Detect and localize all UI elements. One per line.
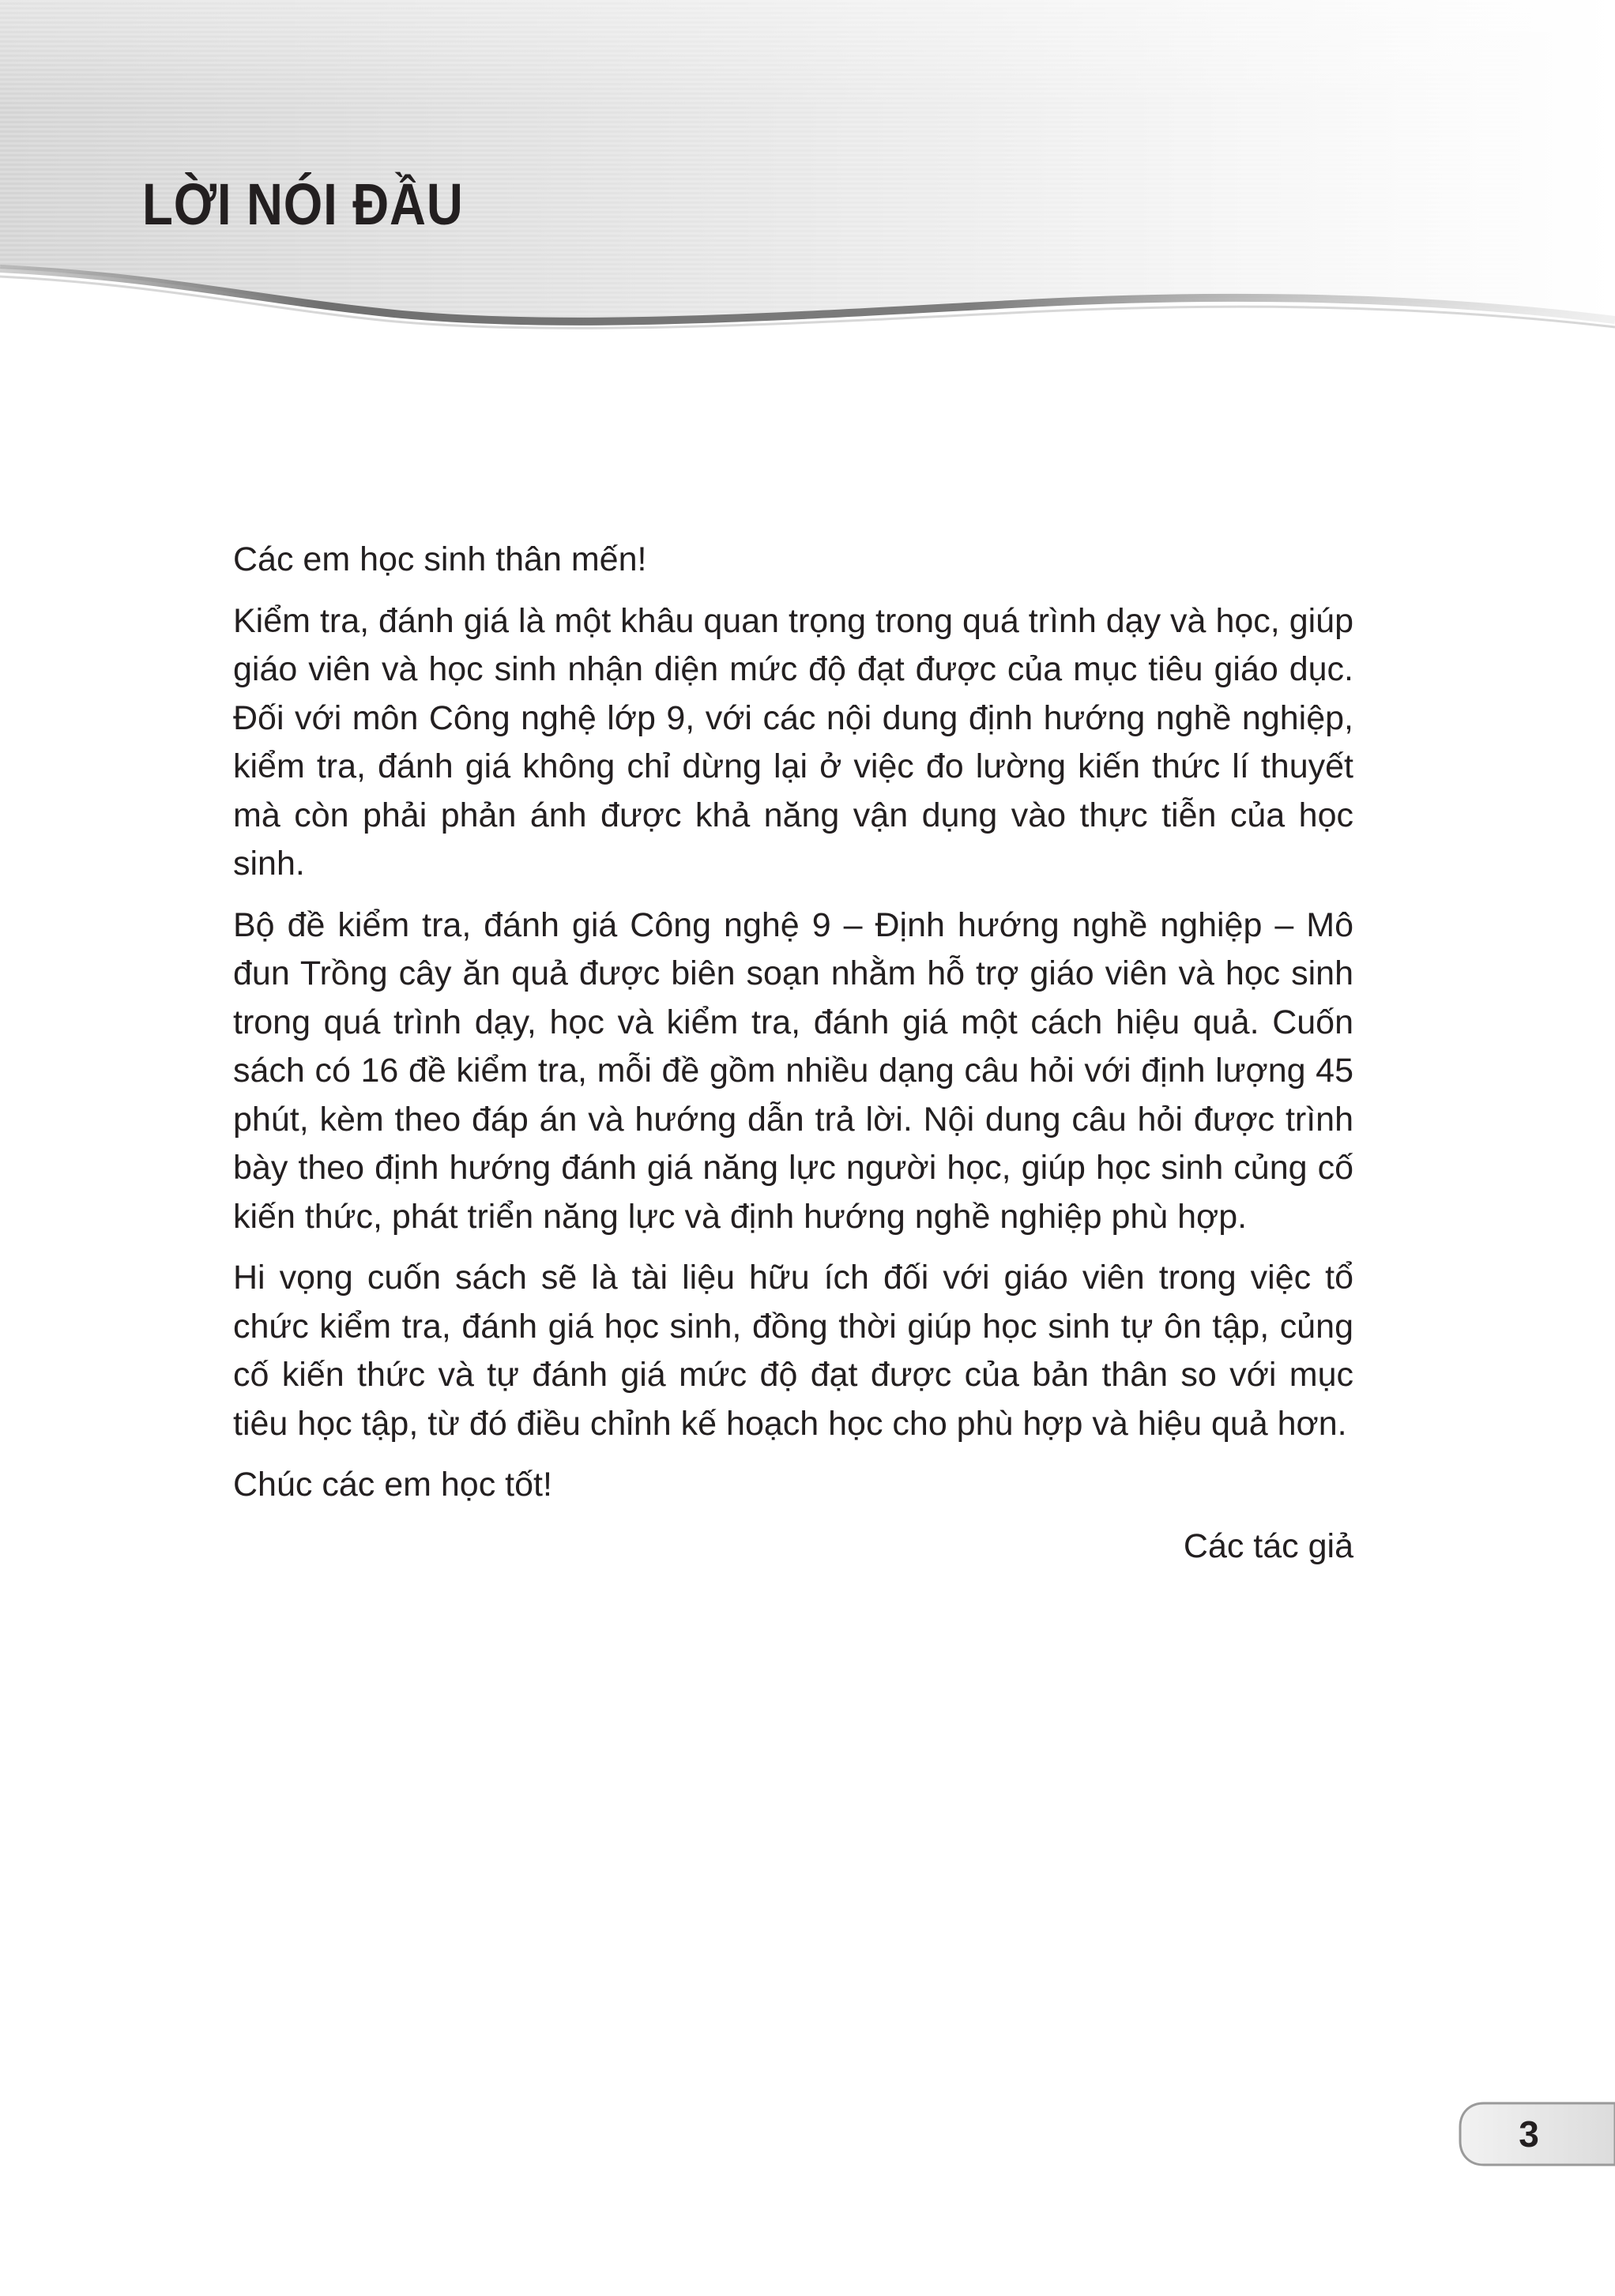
closing-line: Chúc các em học tốt! xyxy=(233,1466,552,1504)
signature-line: Các tác giả xyxy=(1183,1526,1353,1565)
header-wave-banner xyxy=(0,0,1615,332)
paragraph-3: Hi vọng cuốn sách sẽ là tài liệu hữu ích đối với giáo viên trong việc tổ chức kiểm tra, đánh giá học sinh, đồng thời giúp học sinh tự ôn tập, củng cố kiến thức và tự đánh giá mức độ đạt được của bản thân so với mục tiêu học tập, từ đó điều chỉnh kế hoạch học cho phù hợp và hiệu quả hơn. xyxy=(233,1259,1353,1443)
preface-body xyxy=(233,536,1353,1583)
paragraph-2: Bộ đề kiểm tra, đánh giá Công nghệ 9 – Định hướng nghề nghiệp – Mô đun Trồng cây ăn quả được biên soạn nhằm hỗ trợ giáo viên và học sinh trong quá trình dạy, học và kiểm tra, đánh giá một cách hiệu quả. Cuốn sách có 16 đề kiểm tra, mỗi đề gồm nhiều dạng câu hỏi với định lượng 45 phút, kèm theo đáp án và hướng dẫn trả lời. Nội dung câu hỏi được trình bày theo định hướng đánh giá năng lực người học, giúp học sinh củng cố kiến thức, phát triển năng lực và định hướng nghề nghiệp phù hợp. xyxy=(233,905,1353,1236)
page-number: 3 xyxy=(1519,2113,1539,2155)
greeting-line: Các em học sinh thân mến! xyxy=(233,540,647,578)
paragraph-1: Kiểm tra, đánh giá là một khâu quan trọng trong quá trình dạy và học, giúp giáo viên và học sinh nhận diện mức độ đạt được của mục tiêu giáo dục. Đối với môn Công nghệ lớp 9, với các nội dung định hướng nghề nghiệp, kiểm tra, đánh giá không chỉ dừng lại ở việc đo lường kiến thức lí thuyết mà còn phải phản ánh được khả năng vận dụng vào thực tiễn của học sinh. xyxy=(233,601,1353,883)
page-title: LỜI NÓI ĐẦU xyxy=(142,171,464,237)
